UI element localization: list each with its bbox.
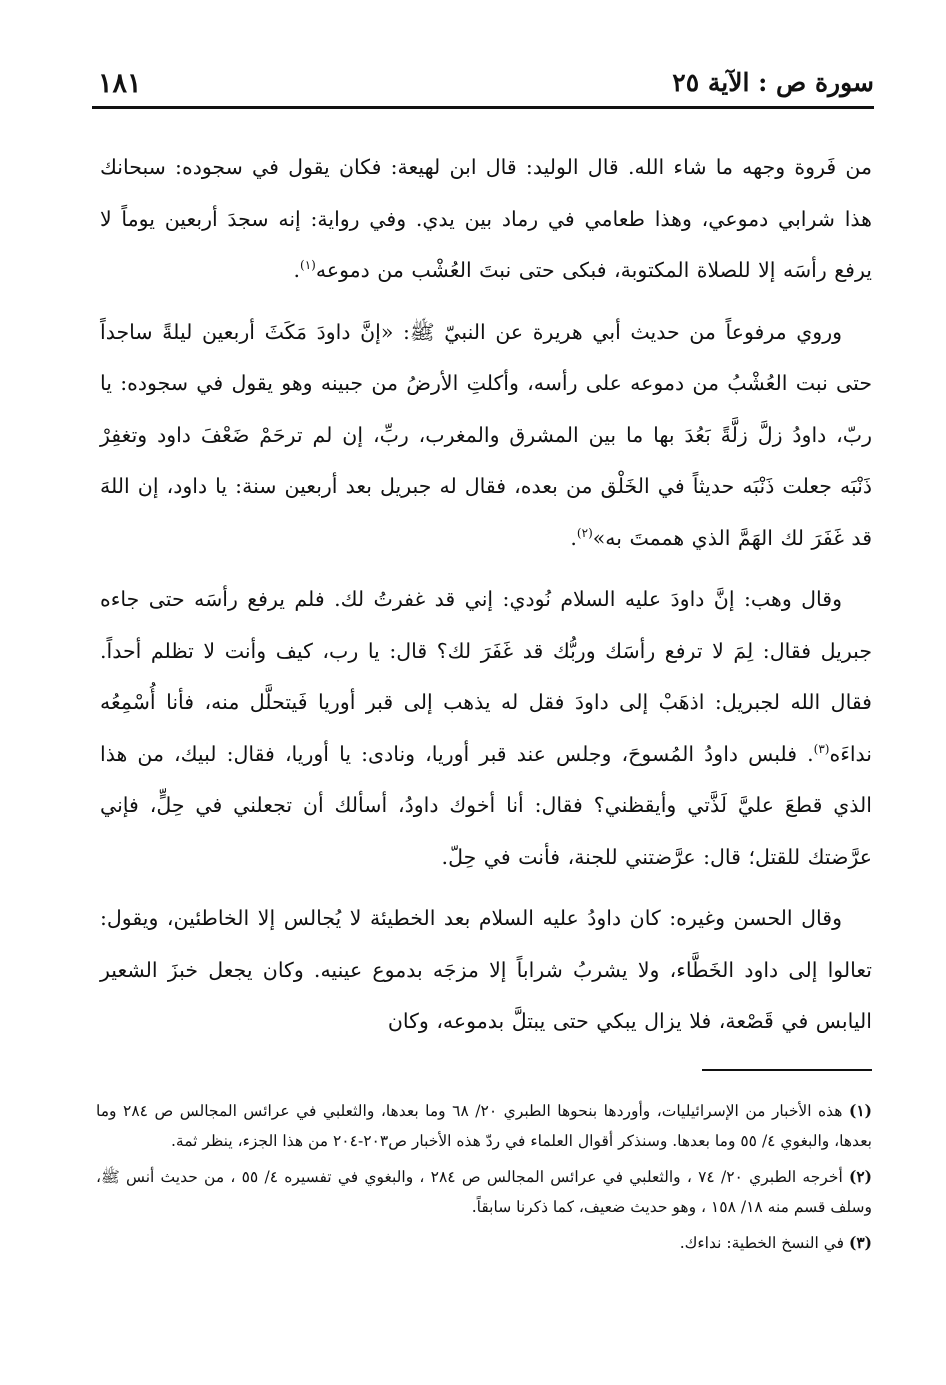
paragraph-text: وروي مرفوعاً من حديث أبي هريرة عن النبيّ ﷺ: «إنَّ داودَ مَكَثَ أربعين ليلةً ساجداً حتى نبت العُشْبُ من دموعه على رأسه، وأكلتِ الأرضُ من جبينه وهو يقول في سجوده: يا ربّ، داودُ زلَّ زلَّةً بَعُدَ بها ما بين المشرق والمغرب، ربِّ، إن لم ترحَمْ ضَعْفَ داود وتغفِرْ ذَنْبَه جعلت ذَنْبَه حديثاً في الخَلْق من بعده، فقال له جبريل بعد أربعين سنة: يا داود، إن اللهَ قد غَفَرَ لك الهَمَّ الذي هممتَ به» [100, 319, 872, 550]
footnote-separator [702, 1069, 872, 1071]
page-header [92, 62, 874, 109]
footnote [96, 1162, 872, 1222]
paragraph [100, 307, 872, 565]
footnote [96, 1228, 872, 1258]
footnote-number: (٢) [849, 1167, 873, 1186]
footnote-text: أخرجه الطبري ٢٠/ ٧٤ ، والثعلبي في عرائس المجالس ص ٢٨٤ ، والبغوي في تفسيره ٤/ ٥٥ ، من حديث أنس ﷺ، وسلف قسم منه ١٨/ ١٥٨ ، وهو حديث ضعيف، كما ذكرنا سابقاً. [96, 1168, 872, 1216]
footnote-ref: (٣) [813, 741, 830, 756]
paragraph [100, 893, 872, 1048]
footnote-number: (٣) [848, 1233, 872, 1252]
paragraph-end: . [293, 258, 301, 282]
paragraph-text: وقال الحسن وغيره: كان داودُ عليه السلام بعد الخطيئة لا يُجالس إلا الخاطئين، ويقول: تعالوا إلى داود الخَطَّاء، ولا يشربُ شراباً إلا مزجَه بدموع عينيه. وكان يجعل خبزَ الشعير اليابس في قَصْعة، فلا يزال يبكي حتى يبتلَّ بدموعه، وكان [100, 906, 872, 1033]
footnote-ref: (٢) [576, 525, 593, 540]
paragraph [100, 574, 872, 883]
paragraph-end: . [570, 525, 577, 550]
paragraph-text: وقال وهب: إنَّ داودَ عليه السلام نُودي: إني قد غفرتُ لك. فلم يرفع رأسَه حتى جاءه جبريل فقال: لِمَ لا ترفع رأسَك وربُّك قد غَفَرَ لك؟ قال: يا رب، كيف وأنت لا تظلم أحداً. فقال الله لجبريل: اذهَبْ إلى داودَ فقل له يذهب إلى قبر أوريا فَيتحلَّل منه، فأنا أُسْمِعُه نداءَه [100, 587, 872, 766]
footnote-ref: (١) [300, 258, 316, 273]
footnotes [96, 1096, 872, 1264]
running-title: سورة ص : الآية ٢٥ [672, 68, 874, 97]
footnote [96, 1096, 872, 1156]
footnote-text: في النسخ الخطية: نداءك. [679, 1234, 845, 1252]
footnote-text: هذه الأخبار من الإسرائيليات، وأوردها بنحوها الطبري ٢٠/ ٦٨ وما بعدها، والثعلبي في عرائس المجالس ص ٢٨٤ وما بعدها، والبغوي ٤/ ٥٥ وما بعدها. وسنذكر أقوال العلماء في ردّ هذه الأخبار ص٢٠٣-٢٠٤ من هذا الجزء، ينظر ثمة. [96, 1102, 872, 1150]
paragraph [100, 142, 872, 297]
footnote-number: (١) [848, 1101, 872, 1120]
page-number: ١٨١ [98, 68, 142, 99]
paragraph-end: . فلبس داودُ المُسوحَ، وجلس عند قبر أوريا، ونادى: يا أوريا، فقال: لبيك، من هذا الذي قطعَ عليَّ لَذَّتي وأيقظني؟ فقال: أنا أخوك داودُ، أسألك أن تجعلني في حِلٍّ، فإني عرَّضتك للقتل؛ قال: عرَّضتني للجنة، فأنت في حِلّ. [100, 741, 872, 869]
main-text [100, 142, 872, 1048]
paragraph-text: من فَروة وجهه ما شاء الله. قال الوليد: قال ابن لهيعة: فكان يقول في سجوده: سبحانك هذا شرابي دموعي، وهذا طعامي في رماد بين يدي. وفي رواية: إنه سجدَ أربعين يوماً لا يرفع رأسَه إلا للصلاة المكتوبة، فبكى حتى نبتَ العُشْب من دموعه [100, 155, 872, 282]
